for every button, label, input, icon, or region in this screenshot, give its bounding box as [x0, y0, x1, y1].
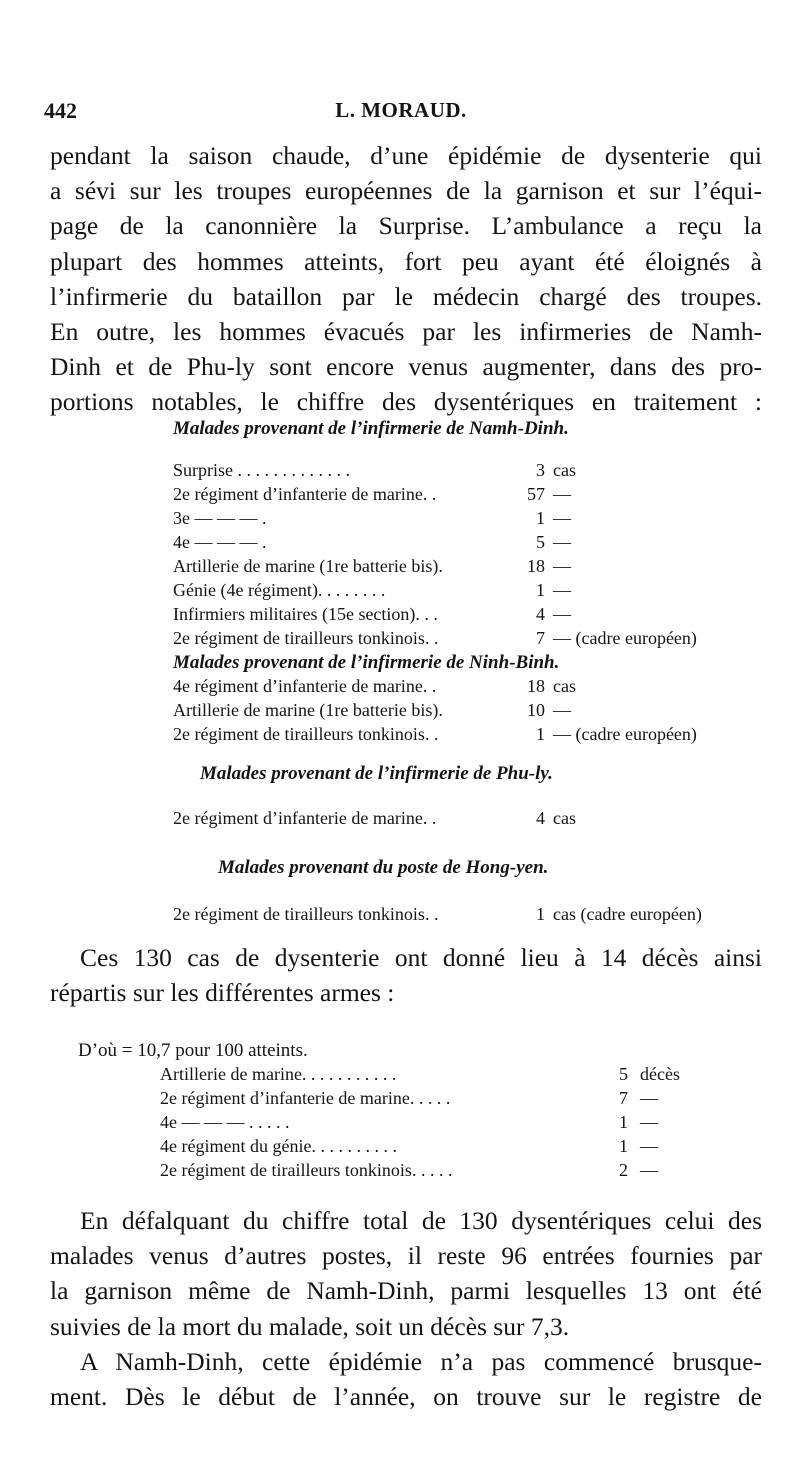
text-line: En défalquant du chiffre total de 130 dysentériques celui des	[80, 1206, 762, 1235]
row-count: 10	[527, 700, 545, 720]
row-unit: —	[640, 1160, 658, 1180]
section-title-hong-yen: Malades provenant du poste de Hong-yen.	[218, 857, 549, 878]
row-label: 2e régiment d’infanterie de marine. .	[173, 484, 437, 504]
row-unit: décès	[640, 1064, 680, 1084]
row-count: 1	[619, 1136, 628, 1156]
paragraph-2	[50, 940, 762, 1010]
text-line: page de la canonnière la Surprise. L’ambulance a reçu la	[50, 211, 762, 241]
text-line: l’infirmerie du bataillon par le médecin chargé des troupes.	[50, 281, 762, 311]
row-count: 2	[619, 1160, 628, 1180]
paragraph-3	[50, 1203, 762, 1344]
row-label: Artillerie de marine (1re batterie bis).	[173, 556, 443, 576]
row-unit: — (cadre européen)	[553, 628, 697, 648]
row-unit: —	[640, 1088, 658, 1108]
row-count: 4	[536, 604, 545, 624]
text-line: plupart des hommes atteints, fort peu ayant été éloignés à	[50, 246, 762, 276]
row-label: 3e — — — .	[173, 508, 267, 528]
row-label: 4e régiment du génie. . . . . . . . . .	[160, 1136, 397, 1156]
row-label: Génie (4e régiment). . . . . . . .	[173, 580, 386, 600]
text-line: Ces 130 cas de dysenterie ont donné lieu à 14 décès ainsi	[80, 943, 762, 972]
row-count: 1	[536, 580, 545, 600]
row-count: 1	[619, 1112, 628, 1132]
text-line: suivies de la mort du malade, soit un décès sur 7,3.	[50, 1311, 570, 1341]
text-line: malades venus d’autres postes, il reste 96 entrées fournies par	[50, 1241, 762, 1271]
row-label: Surprise . . . . . . . . . . . . .	[173, 460, 350, 480]
section-title-namh-dinh: Malades provenant de l’infirmerie de Namh-Dinh.	[173, 418, 569, 439]
row-label: 2e régiment de tirailleurs tonkinois. .	[173, 724, 439, 744]
row-unit: cas	[553, 460, 576, 480]
row-unit: — (cadre européen)	[553, 724, 697, 744]
row-count: 7	[536, 628, 545, 648]
section-title-phu-ly: Malades provenant de l’infirmerie de Phu-ly.	[200, 763, 553, 784]
row-unit: cas	[553, 676, 576, 696]
text-line: a sévi sur les troupes européennes de la garnison et sur l’équi-	[50, 176, 762, 206]
row-label: 2e régiment de tirailleurs tonkinois. .	[173, 904, 439, 924]
row-label: 4e — — — . . . . .	[160, 1112, 290, 1132]
page-number: 442	[44, 98, 77, 123]
row-unit: —	[553, 580, 571, 600]
row-unit: cas	[553, 808, 576, 828]
ratio-line: D’où = 10,7 pour 100 atteints.	[78, 1040, 308, 1061]
row-unit: —	[553, 604, 571, 624]
paragraph-1	[50, 138, 762, 420]
row-count: 18	[527, 676, 545, 696]
text-line: la garnison même de Namh-Dinh, parmi lesquelles 13 ont été	[50, 1276, 762, 1306]
row-label: 4e — — — .	[173, 532, 267, 552]
row-count: 1	[536, 904, 545, 924]
text-line: En outre, les hommes évacués par les infirmeries de Namh-	[50, 317, 762, 347]
row-unit: —	[553, 700, 571, 720]
section-title-ninh-binh: Malades provenant de l’infirmerie de Ninh-Binh.	[173, 652, 560, 673]
row-count: 1	[536, 724, 545, 744]
row-unit: —	[553, 532, 571, 552]
row-label: 4e régiment d’infanterie de marine. .	[173, 676, 437, 696]
row-count: 18	[527, 556, 545, 576]
row-label: Artillerie de marine. . . . . . . . . . .	[160, 1064, 397, 1084]
row-label: 2e régiment de tirailleurs tonkinois. . . . .	[160, 1160, 453, 1180]
running-title: L. MORAUD.	[335, 98, 467, 122]
row-unit: —	[553, 556, 571, 576]
row-count: 1	[536, 508, 545, 528]
row-count: 7	[619, 1088, 628, 1108]
text-line: Dinh et de Phu-ly sont encore venus augmenter, dans des pro-	[50, 352, 762, 382]
row-unit: —	[640, 1112, 658, 1132]
text-line: A Namh-Dinh, cette épidémie n’a pas commencé brusque-	[80, 1347, 762, 1376]
row-label: 2e régiment de tirailleurs tonkinois. .	[173, 628, 439, 648]
row-unit: —	[553, 508, 571, 528]
row-label: Artillerie de marine (1re batterie bis).	[173, 700, 443, 720]
row-unit: cas (cadre européen)	[553, 904, 702, 924]
row-unit: —	[553, 484, 571, 504]
page-header	[44, 98, 758, 130]
text-line: pendant la saison chaude, d’une épidémie de dysenterie qui	[50, 141, 762, 170]
paragraph-4	[50, 1344, 762, 1414]
row-unit: —	[640, 1136, 658, 1156]
row-count: 5	[536, 532, 545, 552]
text-line: ment. Dès le début de l’année, on trouve sur le registre de	[50, 1382, 762, 1412]
row-count: 3	[536, 460, 545, 480]
row-label: Infirmiers militaires (15e section). . .	[173, 604, 438, 624]
row-count: 5	[619, 1064, 628, 1084]
text-line: répartis sur les différentes armes :	[50, 978, 395, 1008]
row-count: 4	[536, 808, 545, 828]
row-label: 2e régiment d’infanterie de marine. . . . .	[160, 1088, 451, 1108]
row-count: 57	[527, 484, 545, 504]
text-line: portions notables, le chiffre des dysentériques en traitement :	[50, 387, 762, 417]
row-label: 2e régiment d’infanterie de marine. .	[173, 808, 437, 828]
